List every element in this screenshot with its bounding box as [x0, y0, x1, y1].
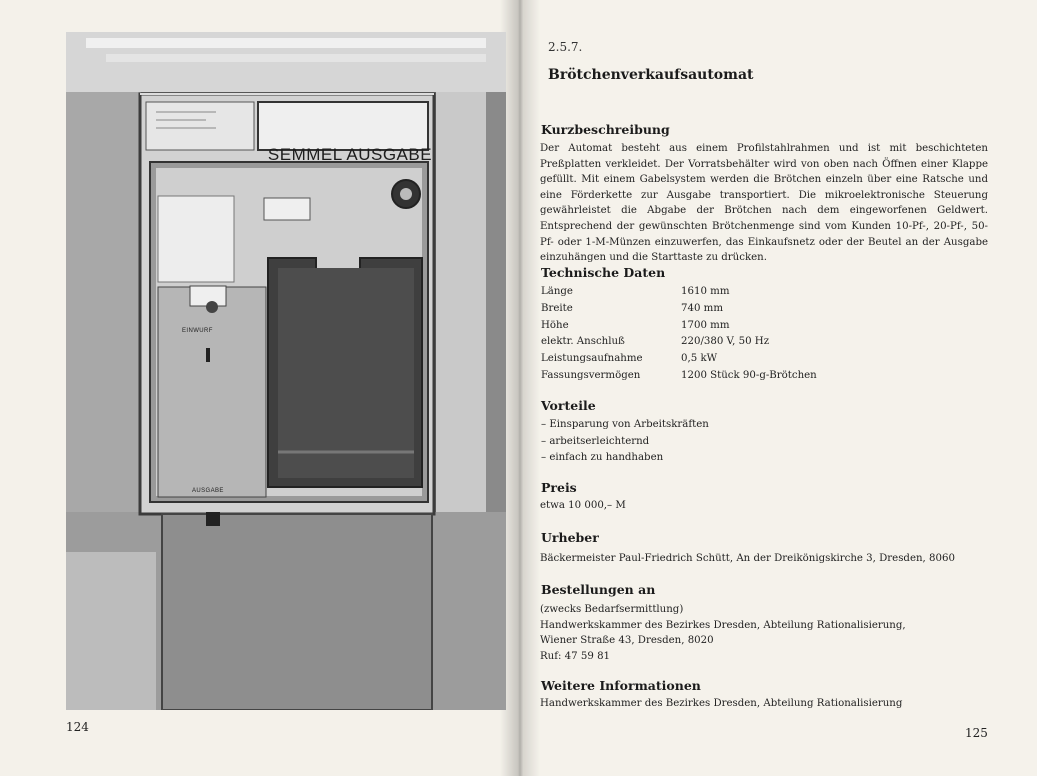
spec-value: 1700 mm — [681, 319, 730, 331]
output-label: AUSGABE — [192, 488, 224, 494]
spec-label: elektr. Anschluß — [541, 336, 625, 348]
vending-machine-photo — [66, 32, 506, 710]
address-line: Handwerkskammer des Bezirkes Dresden, Abteilung Rationalisierung, — [540, 619, 906, 631]
heading-weitere-informationen: Weitere Informationen — [541, 678, 701, 693]
book-gutter — [500, 0, 540, 776]
heading-vorteile: Vorteile — [541, 398, 596, 413]
spec-label: Länge — [541, 286, 573, 297]
address-line: Wiener Straße 43, Dresden, 8020 — [540, 635, 714, 647]
spec-label: Höhe — [541, 319, 569, 331]
spec-label: Breite — [541, 302, 573, 314]
order-address — [540, 602, 906, 664]
description-paragraph: Der Automat besteht aus einem Profilstahlrahmen und ist mit beschichteten Preßplatten verkleidet. Der Vorratsbehälter wird von oben nach Öffnen einer Klappe gefüllt. Mit einem Gabelsystem werden die Brötchen einzeln über eine Ratsche und eine Förderkette zur Ausgabe transportiert. Die mikroelektronische Steuerung gewährleistet die Abgabe der Brötchen nach dem eingeworfenen Geldwert. Entsprechend der gewünschten Brötchenmenge sind vom Kunden 10-Pf-, 20-Pf-, 50-Pf- oder 1-M-Münzen einzuwerfen, das Einkaufsnetz oder der Beutel an der Ausgabe einzuhängen und die Starttaste zu drücken. — [540, 143, 988, 264]
machine-sign-text: SEMMEL AUSGABE — [267, 145, 433, 164]
coin-slot-label: EINWURF — [182, 328, 213, 334]
list-item: – Einsparung von Arbeitskräften — [541, 419, 709, 430]
spec-row — [541, 284, 861, 301]
heading-kurzbeschreibung: Kurzbeschreibung — [541, 122, 670, 137]
heading-preis: Preis — [541, 480, 577, 495]
section-number: 2.5.7. — [548, 40, 583, 54]
spec-row — [541, 334, 861, 351]
page-number-left: 124 — [66, 720, 89, 734]
spec-row — [541, 318, 861, 335]
spec-row — [541, 351, 861, 368]
spec-label: Leistungsaufnahme — [541, 353, 643, 365]
spec-row — [541, 368, 861, 385]
spec-row — [541, 301, 861, 318]
heading-urheber: Urheber — [541, 530, 599, 545]
author-text: Bäckermeister Paul-Friedrich Schütt, An der Dreikönigskirche 3, Dresden, 8060 — [540, 553, 955, 564]
address-line: Ruf: 47 59 81 — [540, 650, 611, 662]
spec-table — [541, 284, 861, 385]
page-number-right: 125 — [965, 726, 988, 740]
spec-value: 1200 Stück 90-g-Brötchen — [681, 369, 817, 381]
advantages-list — [541, 417, 709, 467]
spec-label: Fassungsvermögen — [541, 369, 641, 381]
spec-value: 740 mm — [681, 302, 724, 314]
vending-machine-illustration — [66, 32, 506, 710]
list-item: – einfach zu handhaben — [541, 452, 664, 463]
address-line: (zwecks Bedarfsermittlung) — [540, 604, 684, 615]
further-info-text: Handwerkskammer des Bezirkes Dresden, Abteilung Rationalisierung — [540, 698, 903, 709]
spec-value: 0,5 kW — [681, 353, 718, 365]
list-item: – arbeitserleichternd — [541, 435, 650, 447]
page-title: Brötchenverkaufsautomat — [548, 67, 754, 83]
price-text: etwa 10 000,– M — [540, 500, 626, 511]
spec-value: 1610 mm — [681, 286, 730, 297]
heading-bestellungen: Bestellungen an — [541, 582, 656, 597]
heading-technische-daten: Technische Daten — [541, 265, 666, 280]
spec-value: 220/380 V, 50 Hz — [681, 336, 770, 348]
